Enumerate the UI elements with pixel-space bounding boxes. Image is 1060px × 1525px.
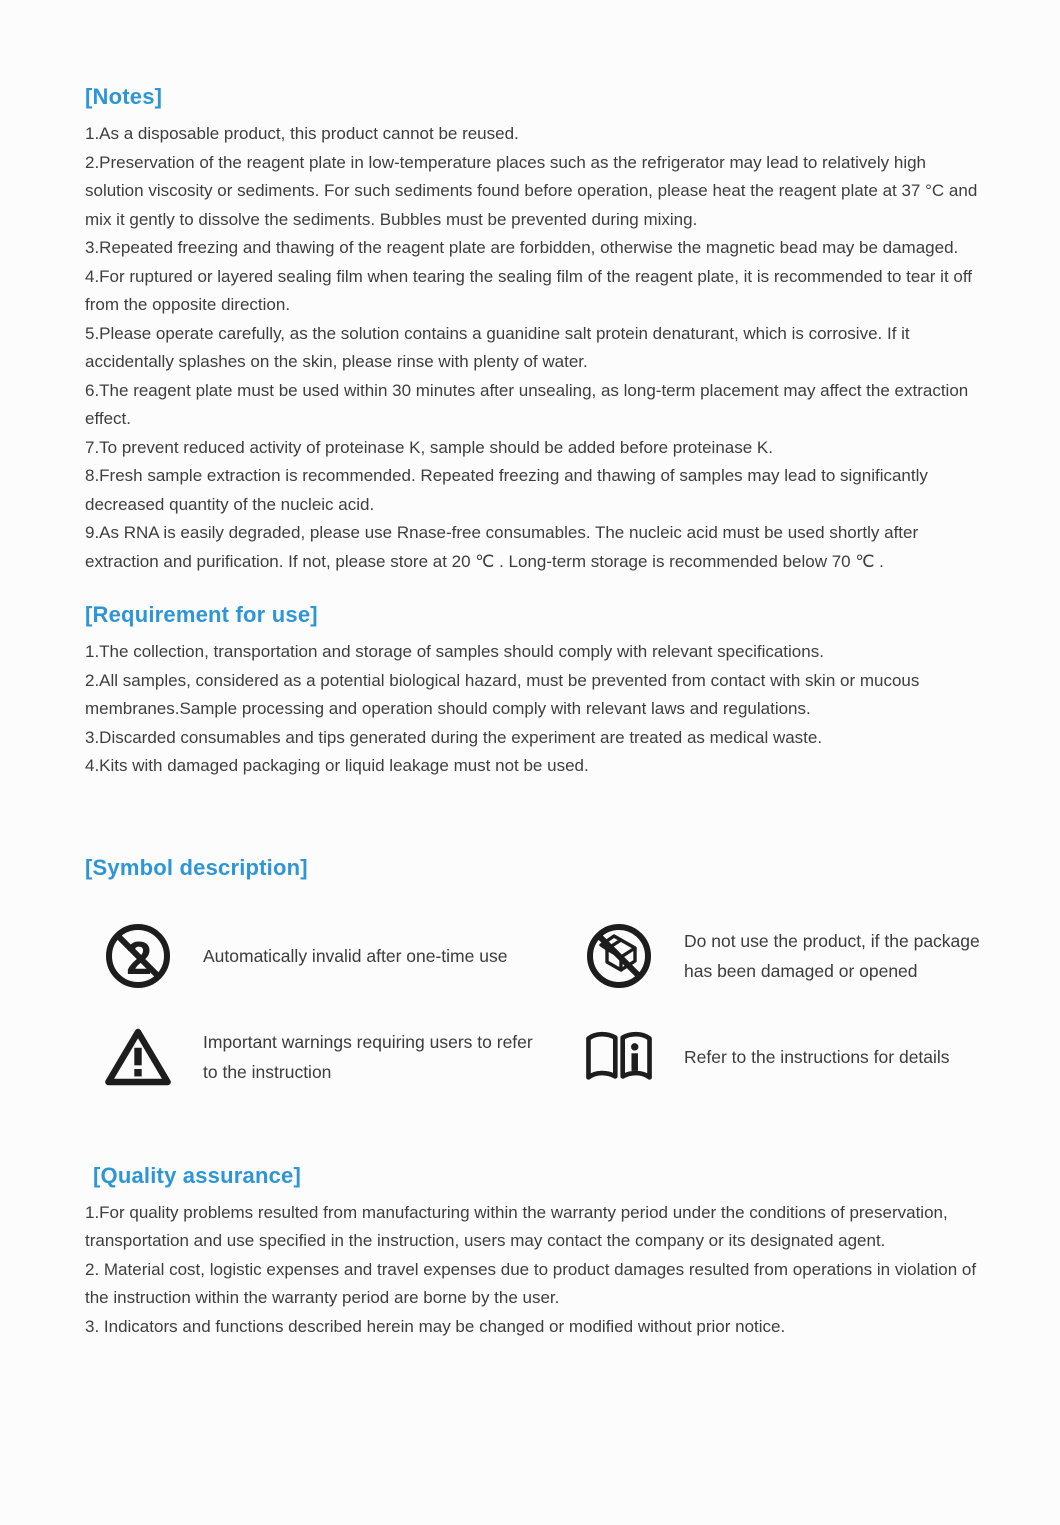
consult-instructions-icon xyxy=(582,1023,656,1091)
symbol-label: Do not use the product, if the package has been damaged or opened xyxy=(684,930,980,981)
section-title-symbols: [Symbol description] xyxy=(85,854,308,880)
symbol-row-warning xyxy=(85,1021,550,1093)
list-item: 2. Material cost, logistic expenses and travel expenses due to product damages resulted from operations in violation of the instruction within the warranty period are borne by the user. xyxy=(85,1259,977,1307)
list-item: 1.For quality problems resulted from manufacturing within the warranty period under the conditions of preservation, transportation and use specified in the instruction, users may contact the company or its designated agent. xyxy=(85,1202,948,1250)
section-symbol-description xyxy=(85,855,985,1093)
symbol-row-single-use xyxy=(85,921,550,991)
single-use-icon xyxy=(101,921,175,991)
list-item: 6.The reagent plate must be used within 30 minutes after unsealing, as long-term placement may affect the extraction effect. xyxy=(85,380,969,428)
list-item: 7.To prevent reduced activity of proteinase K, sample should be added before proteinase K. xyxy=(85,437,773,457)
list-item: 4.Kits with damaged packaging or liquid leakage must not be used. xyxy=(85,756,589,775)
list-item: 2.All samples, considered as a potential biological hazard, must be prevented from contact with skin or mucous membranes.Sample processing and operation should comply with relevant laws and regulations. xyxy=(85,670,920,718)
list-item: 9.As RNA is easily degraded, please use Rnase-free consumables. The nucleic acid must be used shortly after extraction and purification. If not, please store at 20 ℃ . Long-term storage is recommended below 70 ℃ . xyxy=(85,523,919,571)
section-title-quality: [Quality assurance] xyxy=(93,1162,301,1188)
section-requirement-for-use xyxy=(85,602,985,781)
section-notes xyxy=(85,84,985,576)
symbol-row-damaged-package xyxy=(550,921,985,991)
section-quality-assurance xyxy=(85,1163,985,1342)
list-item: 5.Please operate carefully, as the solution contains a guanidine salt protein denaturant, which is corrosive. If it accidentally splashes on the skin, please rinse with plenty of water. xyxy=(85,323,910,371)
symbol-label: Refer to the instructions for details xyxy=(684,1046,950,1067)
list-item: 3. Indicators and functions described herein may be changed or modified without prior notice. xyxy=(85,1316,786,1336)
list-item: 2.Preservation of the reagent plate in low-temperature places such as the refrigerator may lead to relatively high solution viscosity or sediments. For such sediments found before operation, please heat the reagent plate at 37 °C and mix it gently to dissolve the sediments. Bubbles must be prevented during mixing. xyxy=(85,152,978,229)
warning-icon xyxy=(101,1021,175,1093)
list-item: 1.The collection, transportation and storage of samples should comply with relevant specifications. xyxy=(85,642,824,661)
list-item: 8.Fresh sample extraction is recommended. Repeated freezing and thawing of samples may lead to significantly decreased quantity of the nucleic acid. xyxy=(85,466,928,514)
svg-text:2: 2 xyxy=(126,931,152,984)
symbol-grid xyxy=(85,921,985,1093)
list-item: 1.As a disposable product, this product cannot be reused. xyxy=(85,124,519,143)
list-item: 3.Discarded consumables and tips generated during the experiment are treated as medical waste. xyxy=(85,727,823,747)
section-title-requirement: [Requirement for use] xyxy=(85,602,318,627)
list-item: 3.Repeated freezing and thawing of the reagent plate are forbidden, otherwise the magnetic bead may be damaged. xyxy=(85,238,959,257)
symbol-label: Automatically invalid after one-time use xyxy=(203,945,508,966)
section-title-notes: [Notes] xyxy=(85,84,163,109)
symbol-row-consult-instructions xyxy=(550,1021,985,1093)
damaged-package-icon xyxy=(582,921,656,991)
list-item: 4.For ruptured or layered sealing film when tearing the sealing film of the reagent plate, it is recommended to tear it off from the opposite direction. xyxy=(85,266,972,314)
symbol-label: Important warnings requiring users to refer to the instruction xyxy=(203,1031,533,1082)
